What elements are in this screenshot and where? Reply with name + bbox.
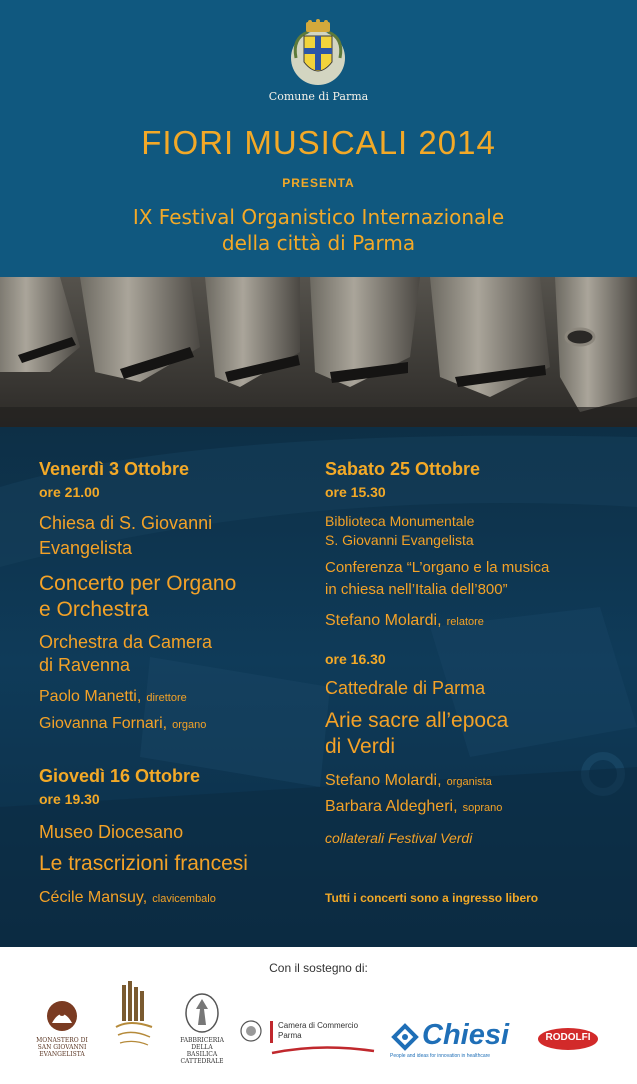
- monastero-emblem-icon: [34, 999, 90, 1033]
- event3-talk-line1: Conferenza “L’organo e la musica: [325, 559, 550, 576]
- round-seal-icon: [240, 1020, 262, 1042]
- camera-name-line2: Parma: [278, 1031, 302, 1040]
- rodolfi-logo: [537, 1027, 599, 1057]
- monastero-name-line3: EVANGELISTA: [39, 1051, 85, 1058]
- performer-role: organo: [172, 719, 207, 731]
- event2-title: Le trascrizioni francesi: [39, 852, 248, 875]
- performer-name: Stefano Molardi,: [325, 772, 442, 789]
- chiesi-symbol-icon: [390, 1023, 420, 1051]
- monastero-name-line1: MONASTERO DI: [36, 1037, 88, 1044]
- performer-role: organista: [446, 776, 492, 788]
- free-entry-notice: Tutti i concerti sono a ingresso libero: [325, 891, 539, 905]
- camera-accent-bar: [270, 1021, 273, 1043]
- performer-name: Stefano Molardi,: [325, 612, 442, 629]
- fabbriceria-name-line3: CATTEDRALE: [180, 1058, 224, 1065]
- presents-label: PRESENTA: [282, 176, 355, 190]
- event1-performer-2: [39, 713, 206, 733]
- event1-title: [39, 571, 236, 623]
- event1-title-line1: Concerto per Organo: [39, 572, 237, 595]
- performer-role: soprano: [462, 802, 503, 814]
- event1-venue-line1: Chiesa di S. Giovanni: [39, 513, 213, 533]
- monastero-name: [34, 1037, 90, 1058]
- performer-role: direttore: [146, 692, 187, 704]
- event4-note: collaterali Festival Verdi: [325, 830, 473, 846]
- event3-time: ore 15.30: [325, 484, 386, 500]
- festival-title: [0, 204, 637, 256]
- accademia-organistica-logo-icon: [110, 981, 158, 1053]
- sponsors-section: [0, 947, 637, 1084]
- event3-talk-line2: in chiesa nell’Italia dell’800”: [325, 581, 508, 598]
- event4-title-line1: Arie sacre all’epoca: [325, 709, 509, 732]
- event4-performer-1: [325, 770, 492, 790]
- program-section: [0, 427, 637, 947]
- event1-performer-1: [39, 686, 187, 706]
- event1-ensemble-line1: Orchestra da Camera: [39, 632, 213, 652]
- comune-crest-icon: [286, 18, 350, 88]
- event1-venue-line2: Evangelista: [39, 538, 133, 558]
- fabbriceria-seal-icon: [176, 993, 228, 1033]
- chiesi-logo: [390, 1019, 526, 1061]
- event3-talk: [325, 557, 549, 601]
- event3-venue-line2: S. Giovanni Evangelista: [325, 532, 474, 548]
- monastero-logo: [34, 999, 90, 1058]
- event1-ensemble-line2: di Ravenna: [39, 655, 131, 675]
- event3-venue: [325, 512, 474, 550]
- event4-title: [325, 708, 508, 760]
- sponsors-label: Con il sostegno di:: [269, 961, 368, 975]
- festival-title-line2: della città di Parma: [221, 231, 416, 255]
- municipality-name: Comune di Parma: [268, 90, 369, 103]
- event4-performer-2: [325, 796, 502, 816]
- fabbriceria-name: [176, 1037, 228, 1065]
- event1-venue: [39, 511, 212, 561]
- camera-name-line1: Camera di Commercio: [278, 1021, 359, 1030]
- fabbriceria-logo: [176, 993, 228, 1065]
- event4-venue: Cattedrale di Parma: [325, 678, 486, 698]
- monastero-name-line2: SAN GIOVANNI: [37, 1044, 87, 1051]
- festival-title-line1: IX Festival Organistico Internazionale: [132, 205, 505, 229]
- event4-time: ore 16.30: [325, 651, 386, 667]
- chiesi-name: Chiesi: [422, 1019, 510, 1051]
- poster-header: [0, 0, 637, 277]
- performer-name: Giovanna Fornari,: [39, 715, 168, 732]
- rodolfi-name: RODOLFI: [545, 1032, 591, 1043]
- camera-commercio-name: [278, 1021, 358, 1041]
- performer-role: clavicembalo: [152, 893, 216, 905]
- event1-day: Venerdì 3 Ottobre: [39, 459, 190, 479]
- performer-name: Cécile Mansuy,: [39, 889, 148, 906]
- chiesi-tagline: People and ideas for innovation in healthcare: [390, 1053, 491, 1059]
- event4-title-line2: di Verdi: [325, 735, 396, 758]
- performer-role: relatore: [446, 616, 484, 628]
- event1-ensemble: [39, 631, 212, 677]
- event2-time: ore 19.30: [39, 791, 100, 807]
- series-title: FIORI MUSICALI 2014: [141, 124, 496, 161]
- event3-venue-line1: Biblioteca Monumentale: [325, 513, 475, 529]
- camera-swoosh-icon: [270, 1041, 380, 1057]
- event1-title-line2: e Orchestra: [39, 598, 149, 621]
- event3-day: Sabato 25 Ottobre: [325, 459, 481, 479]
- organ-pipes-photo: [0, 277, 637, 427]
- event1-time: ore 21.00: [39, 484, 100, 500]
- event2-day: Giovedì 16 Ottobre: [39, 766, 201, 786]
- fabbriceria-name-line1: FABBRICERIA: [180, 1037, 224, 1044]
- event2-venue: Museo Diocesano: [39, 822, 184, 842]
- performer-name: Paolo Manetti,: [39, 688, 142, 705]
- organ-pipes-image: [0, 277, 637, 427]
- event3-performer-1: [325, 610, 484, 630]
- event2-performer-1: [39, 887, 216, 907]
- performer-name: Barbara Aldegheri,: [325, 798, 458, 815]
- fabbriceria-name-line2: DELLA BASILICA: [186, 1044, 218, 1058]
